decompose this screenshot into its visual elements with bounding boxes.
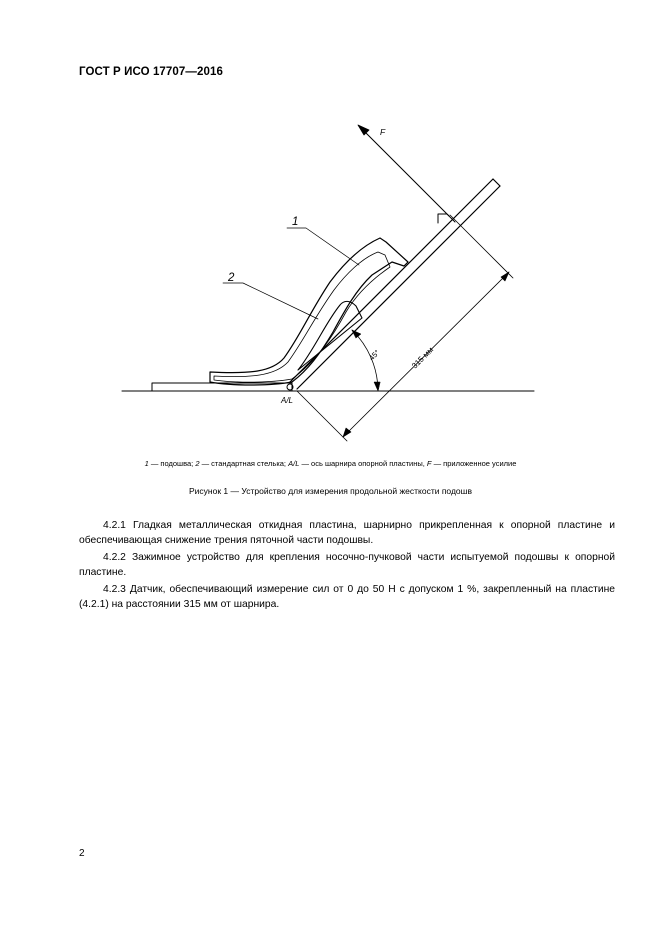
paragraph-4-2-2: 4.2.2 Зажимное устройство для крепления носочно-пучковой части испытуемой подошвы к опорной пластине.	[79, 552, 615, 578]
legend-num-1: 1	[144, 459, 149, 468]
angle-label: 45°	[367, 348, 382, 363]
document-header: ГОСТ Р ИСО 17707—2016	[79, 66, 224, 78]
angle-arrow-bottom	[374, 382, 380, 391]
body-text	[79, 518, 615, 614]
legend-num-4: F	[426, 459, 432, 468]
angle-arrow-top	[352, 330, 361, 338]
legend-text-4: — приложенное усилие	[431, 459, 517, 468]
dimension-arrow-top	[501, 272, 509, 281]
legend-text-3: — ось шарнира опорной пластины,	[299, 459, 427, 468]
legend-num-3: A/L	[288, 459, 300, 468]
figure-legend	[0, 459, 661, 468]
force-arrow-line	[361, 128, 449, 216]
figure-measuring-device	[0, 110, 661, 450]
page-number: 2	[79, 848, 85, 859]
distance-label: 315 мм	[410, 345, 436, 371]
label-1: 1	[292, 216, 299, 228]
dimension-extension-bottom	[297, 391, 347, 441]
heel-support	[298, 301, 362, 370]
leader-line-2	[223, 283, 318, 319]
legend-text-2: — стандартная стелька;	[199, 459, 289, 468]
dimension-extension-top	[450, 215, 513, 278]
paragraph-4-2-1: 4.2.1 Гладкая металлическая откидная пластина, шарнирно прикрепленная к опорной пластине и обеспечивающая снижение трения пяточной части подошвы.	[79, 520, 615, 546]
axis-label: A/L	[281, 396, 294, 405]
hinged-plate-end	[493, 179, 500, 186]
dimension-arrow-bottom	[343, 428, 351, 437]
force-label: F	[380, 127, 386, 137]
leader-line-1	[287, 228, 359, 265]
figure-caption: Рисунок 1 — Устройство для измерения продольной жесткости подошв	[189, 486, 472, 496]
paragraph-4-2-3: 4.2.3 Датчик, обеспечивающий измерение сил от 0 до 50 Н с допуском 1 %, закрепленный на пластине (4.2.1) на расстоянии 315 мм от шарнира.	[79, 584, 615, 610]
legend-text-1: — подошва;	[148, 459, 196, 468]
insole-outline	[214, 252, 390, 382]
hinged-plate-lower-edge	[297, 186, 500, 389]
sensor-block	[438, 214, 455, 223]
label-2: 2	[228, 272, 235, 284]
legend-num-2: 2	[195, 459, 200, 468]
force-arrow-head	[358, 125, 369, 135]
